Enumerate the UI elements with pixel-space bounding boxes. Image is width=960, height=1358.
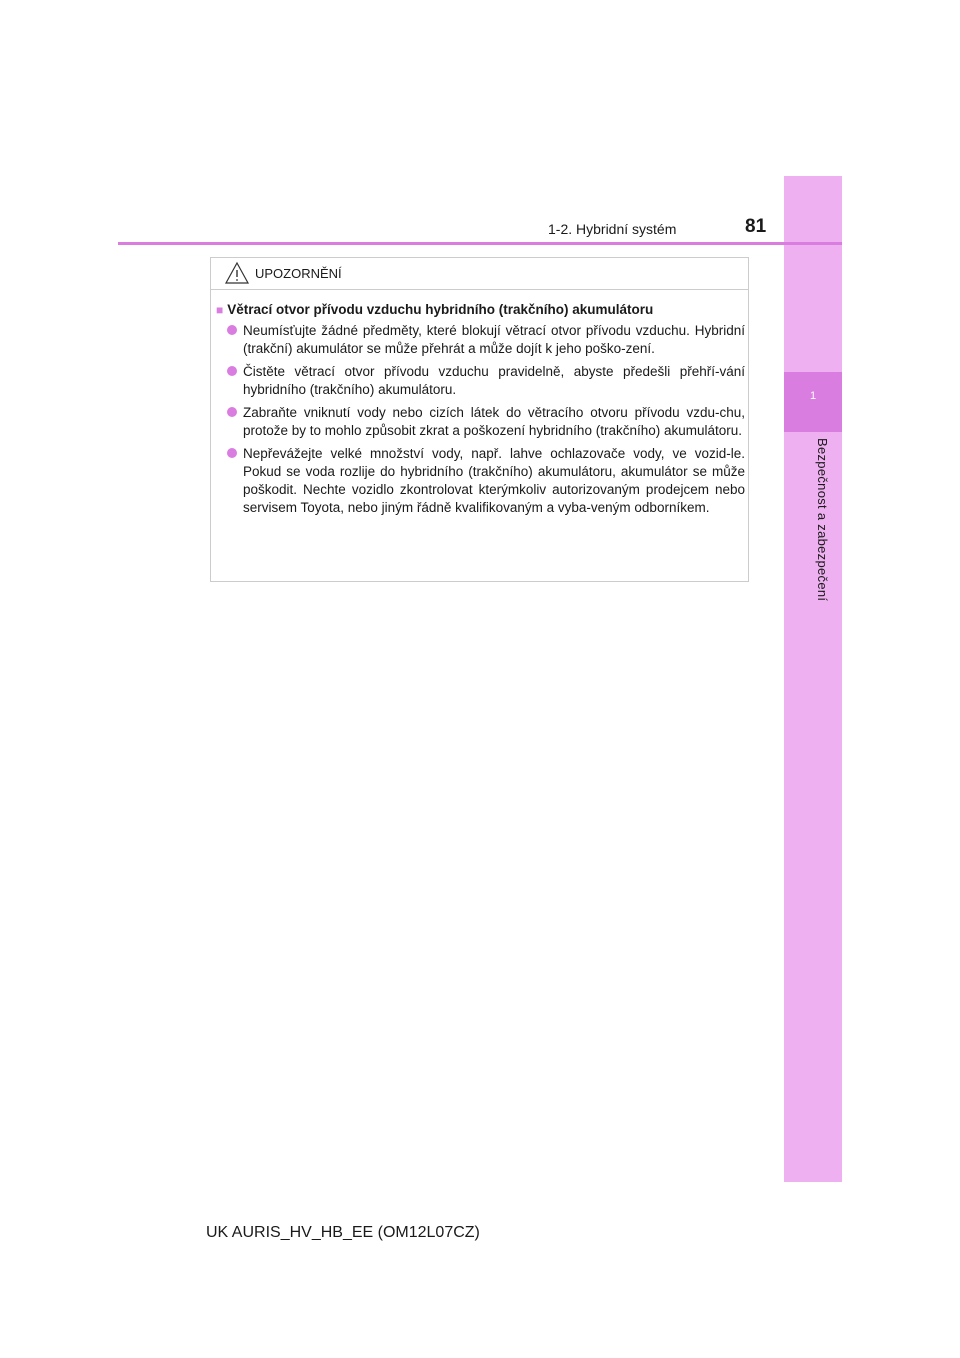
list-item-text: Neumísťujte žádné předměty, které blokují větrací otvor přívodu vzduchu. Hybridní (trakční) akumulátor se může přehrát a může dojít k jeho poško-zení. <box>243 323 745 356</box>
square-bullet-icon: ■ <box>216 303 224 317</box>
footer-code: UK AURIS_HV_HB_EE (OM12L07CZ) <box>206 1224 480 1241</box>
list-item <box>227 363 745 399</box>
bullet-dot-icon <box>227 366 237 376</box>
section-title: 1-2. Hybridní systém <box>548 221 677 237</box>
bullet-dot-icon <box>227 448 237 458</box>
warning-subheading <box>216 302 653 317</box>
list-item <box>227 445 745 517</box>
list-item-text: Čistěte větrací otvor přívodu vzduchu pravidelně, abyste předešli přehří-vání hybridního (trakčního) akumulátoru. <box>243 364 745 397</box>
side-tab-number-block <box>784 372 842 432</box>
list-item-text: Nepřevážejte velké množství vody, např. lahve ochlazovače vody, ve vozid-le. Pokud se voda rozlije do hybridního (trakčního) akumulátoru, akumulátor se může poškodit. Nechte vozidlo zkontrolovat kterýmkoliv autorizovaným prodejcem nebo servisem Toyota, nebo jiným řádně kvalifikovaným a vyba-veným odborníkem. <box>243 446 745 515</box>
bullet-dot-icon <box>227 407 237 417</box>
warning-subheading-text: Větrací otvor přívodu vzduchu hybridního (trakčního) akumulátoru <box>227 302 654 317</box>
warning-title: UPOZORNĚNÍ <box>255 266 342 281</box>
list-item-text: Zabraňte vniknutí vody nebo cizích látek do větracího otvoru přívodu vzdu-chu, protože by to mohlo způsobit zkrat a poškození hybridního (trakčního) akumulátoru. <box>243 405 745 438</box>
list-item <box>227 322 745 358</box>
side-tab-number: 1 <box>809 390 817 402</box>
bullet-dot-icon <box>227 325 237 335</box>
warning-list <box>227 322 745 522</box>
warning-header <box>211 258 748 290</box>
list-item <box>227 404 745 440</box>
side-tab <box>784 176 842 1182</box>
page-number: 81 <box>745 216 767 237</box>
warning-triangle-icon <box>224 261 250 285</box>
header-divider <box>118 242 842 245</box>
warning-box <box>210 257 749 582</box>
side-tab-label: Bezpečnost a zabezpečení <box>815 438 830 602</box>
